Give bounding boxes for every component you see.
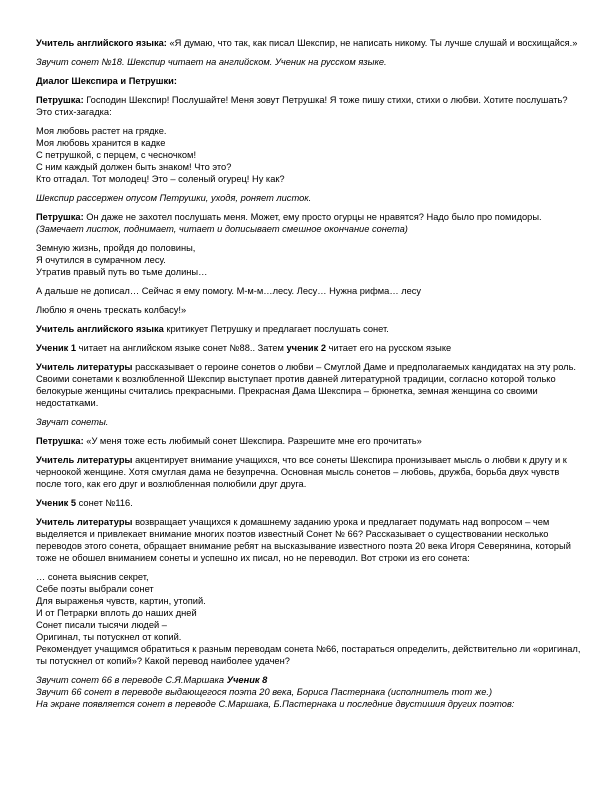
stage-direction-shakespeare-leaves [36, 192, 581, 204]
poem-dante [36, 242, 581, 278]
poem-severyanin [36, 571, 581, 643]
heading-text: Диалог Шекспира и Петрушки: [36, 76, 177, 86]
stage-direction-pasternak [36, 686, 581, 698]
stage-direction-text: Звучат сонеты. [36, 417, 109, 427]
speaker-label: Учитель английского языка [36, 324, 164, 334]
paragraph-text: акцентирует внимание учащихся, что все сонеты Шекспира пронизывает мысль о любви к другу и к черноокой женщине. Хотя смуглая дама не безупречна. Основная мысль сонетов – любовь, дружба, борьба двух чувств после того, как его друг и возлюбленная полюбили друг друга. [36, 455, 567, 489]
poem-riddle [36, 125, 581, 185]
poem-line: С ним каждый должен быть знаком! Что это? [36, 162, 232, 172]
stage-direction-text: Звучит 66 сонет в переводе выдающегося поэта 20 века, Бориса Пастернака (исполнитель тот же.) [36, 687, 493, 697]
poem-line: Утратив правый путь во тьме долины… [36, 267, 208, 277]
poem-line: Моя любовь растет на грядке. [36, 126, 167, 136]
poem-line: Сонет писали тысячи людей – [36, 620, 167, 630]
paragraph-literature-teacher-sonnet-66 [36, 516, 581, 564]
paragraph-petrushka-3 [36, 435, 581, 447]
poem-line: Земную жизнь, пройдя до половины, [36, 243, 196, 253]
poem-line: Кто отгадал. Тот молодец! Это – соленый огурец! Ну как? [36, 174, 285, 184]
speaker-label: Учитель английского языка: [36, 38, 167, 48]
poem-line: Для выраженья чувств, картин, утопий. [36, 596, 206, 606]
speaker-label: ученик 2 [286, 343, 326, 353]
stage-direction-text: (Замечает листок, поднимает, читает и дописывает смешное окончание сонета) [36, 224, 408, 234]
paragraph-petrushka-1 [36, 94, 581, 118]
speaker-label: Ученик 1 [36, 343, 77, 353]
paragraph-text: Рекомендует учащимся обратиться к разным переводам сонета №66, постараться определить, действительно ли «оригинал, ты потускнел от копий»? Какой перевод наиболее удачен? [36, 644, 581, 666]
poem-line: Оригинал, ты потускнел от копий. [36, 632, 182, 642]
speaker-label: Учитель литературы [36, 517, 133, 527]
stage-direction-text: Звучит сонет №18. Шекспир читает на английском. Ученик на русском языке. [36, 57, 387, 67]
document-content [36, 37, 581, 710]
paragraph-literature-teacher-themes [36, 454, 581, 490]
paragraph-english-teacher-intro [36, 37, 581, 49]
speaker-label: Ученик 8 [226, 675, 268, 685]
speaker-label: Учитель литературы [36, 362, 133, 372]
paragraph-petrushka-ending [36, 304, 581, 316]
stage-direction-marshak [36, 674, 581, 686]
paragraph-recommendation [36, 643, 581, 667]
paragraph-text: Он даже не захотел послушать меня. Может, ему просто огурцы не нравятся? Надо было про помидоры. [83, 212, 542, 222]
paragraph-text: читает его на русском языке [326, 343, 452, 353]
speaker-label: Петрушка: [36, 212, 84, 222]
paragraph-students-sonnet-88 [36, 342, 581, 354]
stage-direction-sonnet-18 [36, 56, 581, 68]
speaker-label: Петрушка: [36, 436, 84, 446]
section-heading-dialog [36, 75, 581, 87]
stage-direction-text: Звучит сонет 66 в переводе С.Я.Маршака [36, 675, 227, 685]
stage-direction-text: На экране появляется сонет в переводе С.Маршака, Б.Пастернака и последние двустишия других поэтов: [36, 699, 515, 709]
paragraph-text: сонет №116. [76, 498, 133, 508]
paragraph-text: Люблю я очень трескать колбасу!» [36, 305, 187, 315]
paragraph-text: критикует Петрушку и предлагает послушать сонет. [163, 324, 389, 334]
paragraph-text: Господин Шекспир! Послушайте! Меня зовут Петрушка! Я тоже пишу стихи, стихи о любви. Хотите послушать? Это стих-загадка: [36, 95, 568, 117]
speaker-label: Ученик 5 [36, 498, 77, 508]
paragraph-text: А дальше не дописал… Сейчас я ему помогу. М-м-м…лесу. Лесу… Нужна рифма… лесу [36, 286, 422, 296]
poem-line: С петрушкой, с перцем, с чесночком! [36, 150, 197, 160]
poem-line: Моя любовь хранится в кадке [36, 138, 166, 148]
stage-direction-screen [36, 698, 581, 710]
stage-direction-sonnets [36, 416, 581, 428]
poem-line: Я очутился в сумрачном лесу. [36, 255, 166, 265]
speaker-label: Учитель литературы [36, 455, 133, 465]
paragraph-text: «У меня тоже есть любимый сонет Шекспира. Разрешите мне его прочитать» [83, 436, 422, 446]
paragraph-literature-teacher-dark-lady [36, 361, 581, 409]
paragraph-text: возвращает учащихся к домашнему заданию урока и предлагает подумать над вопросом – чем выделяется и привлекает внимание многих поэтов известный Сонет № 66? Рассказывает о существовании несколько переводов этого сонета, обращает внимание ребят на высказывание известного поэта 20 века Игоря Северянина, который тоже не обошел вниманием сонеты и успешно их писал, но не переводил. Вот строки из его сонета: [36, 517, 571, 563]
poem-line: Себе поэты выбрали сонет [36, 584, 154, 594]
poem-line: И от Петрарки вплоть до наших дней [36, 608, 197, 618]
paragraph-petrushka-rhyme [36, 285, 581, 297]
paragraph-student-5 [36, 497, 581, 509]
stage-direction-text: Шекспир рассержен опусом Петрушки, уходя, роняет листок. [36, 193, 312, 203]
paragraph-petrushka-2 [36, 211, 581, 235]
paragraph-text: читает на английском языке сонет №88.. Затем [76, 343, 287, 353]
paragraph-text: рассказывает о героине сонетов о любви – Смуглой Даме и предполагаемых кандидатах на эту роль. Своими сонетами к возлюбленной Шекспир выступает против давней литературной традиции, согласно которой только белокурые женщины считались прекрасными. Прекрасная Дама Шекспира – брюнетка, земная женщина со своими недостатками. [36, 362, 577, 408]
paragraph-text: «Я думаю, что так, как писал Шекспир, не написать никому. Ты лучше слушай и восхищайся.» [166, 38, 578, 48]
paragraph-english-teacher-critique [36, 323, 581, 335]
speaker-label: Петрушка: [36, 95, 84, 105]
poem-line: … сонета выяснив секрет, [36, 572, 149, 582]
